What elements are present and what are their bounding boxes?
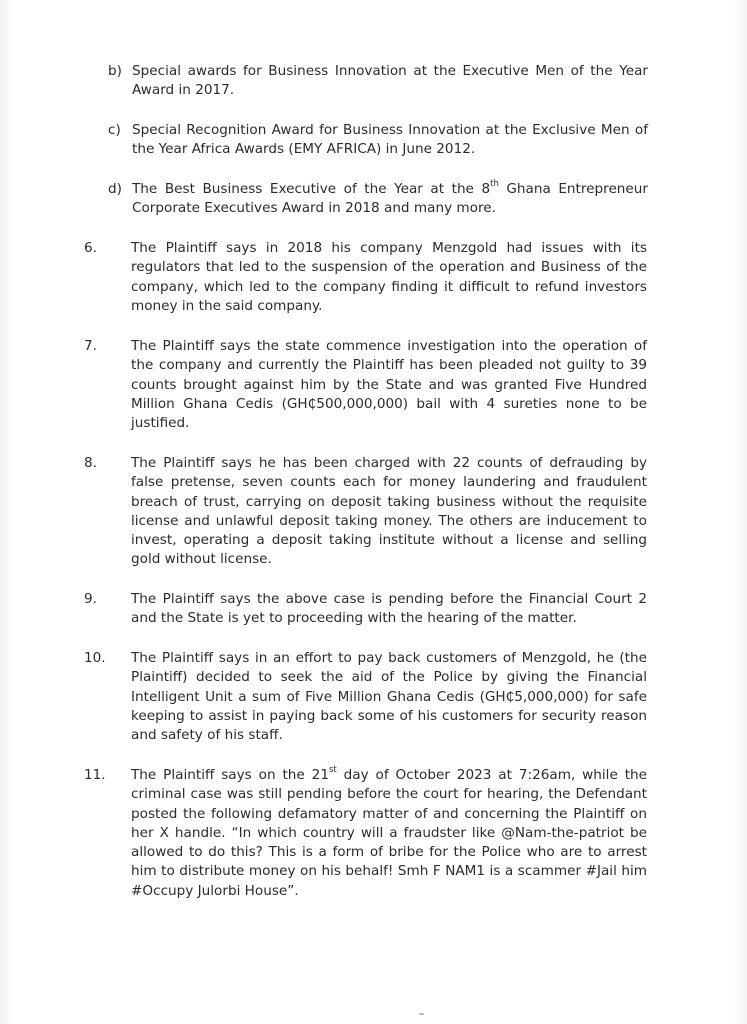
- paragraph-number: 6.: [84, 240, 97, 256]
- text-part: The Plaintiff says on the 21: [131, 767, 329, 783]
- superscript: th: [490, 179, 499, 190]
- list-item-d: [108, 180, 653, 220]
- text-part: Ghana Entrepreneur Corporate Executives Award in 2018 and many more.: [132, 181, 648, 216]
- list-item-c: [108, 121, 653, 161]
- list-item-text: Special Recognition Award for Business Innovation at the Exclusive Men of the Year Africa Awards (EMY AFRICA) in June 2012.: [132, 122, 648, 157]
- paragraph-number: 7.: [84, 338, 97, 354]
- paragraph-text: The Plaintiff says the above case is pending before the Financial Court 2 and the State is yet to proceeding with the hearing of the matter.: [131, 591, 647, 627]
- paragraph-number: 10.: [84, 650, 106, 666]
- text-part: The Best Business Executive of the Year at the 8: [132, 181, 491, 197]
- superscript: st: [328, 765, 337, 776]
- list-item-label: b): [108, 63, 123, 79]
- text-part: day of October 2023 at 7:26am, while the criminal case was still pending before the court for hearing, the Defendant posted the following defamatory matter of and concerning the Plaintiff on her X handle. “In which country will a fraudster like @Nam-the-patriot be allowed to do this? This is a form of bribe for the Police who are to arrest him to distribute money on his behalf! Smh F NAM1 is a scammer #Jail him #Occupy Julorbi House”.: [131, 767, 647, 899]
- list-item-text: Special awards for Business Innovation at the Executive Men of the Year Award in 2017.: [132, 63, 648, 98]
- list-item-text: [132, 180, 648, 218]
- paragraph-text: The Plaintiff says the state commence investigation into the operation of the company and currently the Plaintiff has been pleaded not guilty to 39 counts brought against him by the State and was granted Five Hundred Million Ghana Cedis (GH₵500,000,000) bail with 4 sureties none to be justified.: [131, 338, 647, 432]
- paragraph-text: [131, 766, 647, 901]
- paragraph-number: 11.: [84, 767, 106, 783]
- paragraph-text: The Plaintiff says in 2018 his company Menzgold had issues with its regulators that led to the suspension of the operation and Business of the company, which led to the company finding it difficult to refund investors money in the said company.: [131, 240, 647, 314]
- list-item-label: d): [108, 181, 123, 197]
- list-item-b: [108, 62, 653, 102]
- list-item-label: c): [108, 122, 121, 138]
- paragraph-number: 9.: [84, 591, 97, 607]
- scan-mark: [419, 1013, 424, 1015]
- paragraph-text: The Plaintiff says he has been charged with 22 counts of defrauding by false pretense, seven counts each for money laundering and fraudulent breach of trust, carrying on deposit taking business without the requisite license and unlawful deposit taking money. The others are inducement to invest, operating a deposit taking institute without a license and selling gold without license.: [131, 455, 647, 568]
- paragraph-number: 8.: [84, 455, 97, 471]
- paragraph-text: The Plaintiff says in an effort to pay back customers of Menzgold, he (the Plaintiff) decided to seek the aid of the Police by giving the Financial Intelligent Unit a sum of Five Million Ghana Cedis (GH₵5,000,000) for safe keeping to assist in paying back some of his customers for security reason and safety of his staff.: [131, 650, 647, 744]
